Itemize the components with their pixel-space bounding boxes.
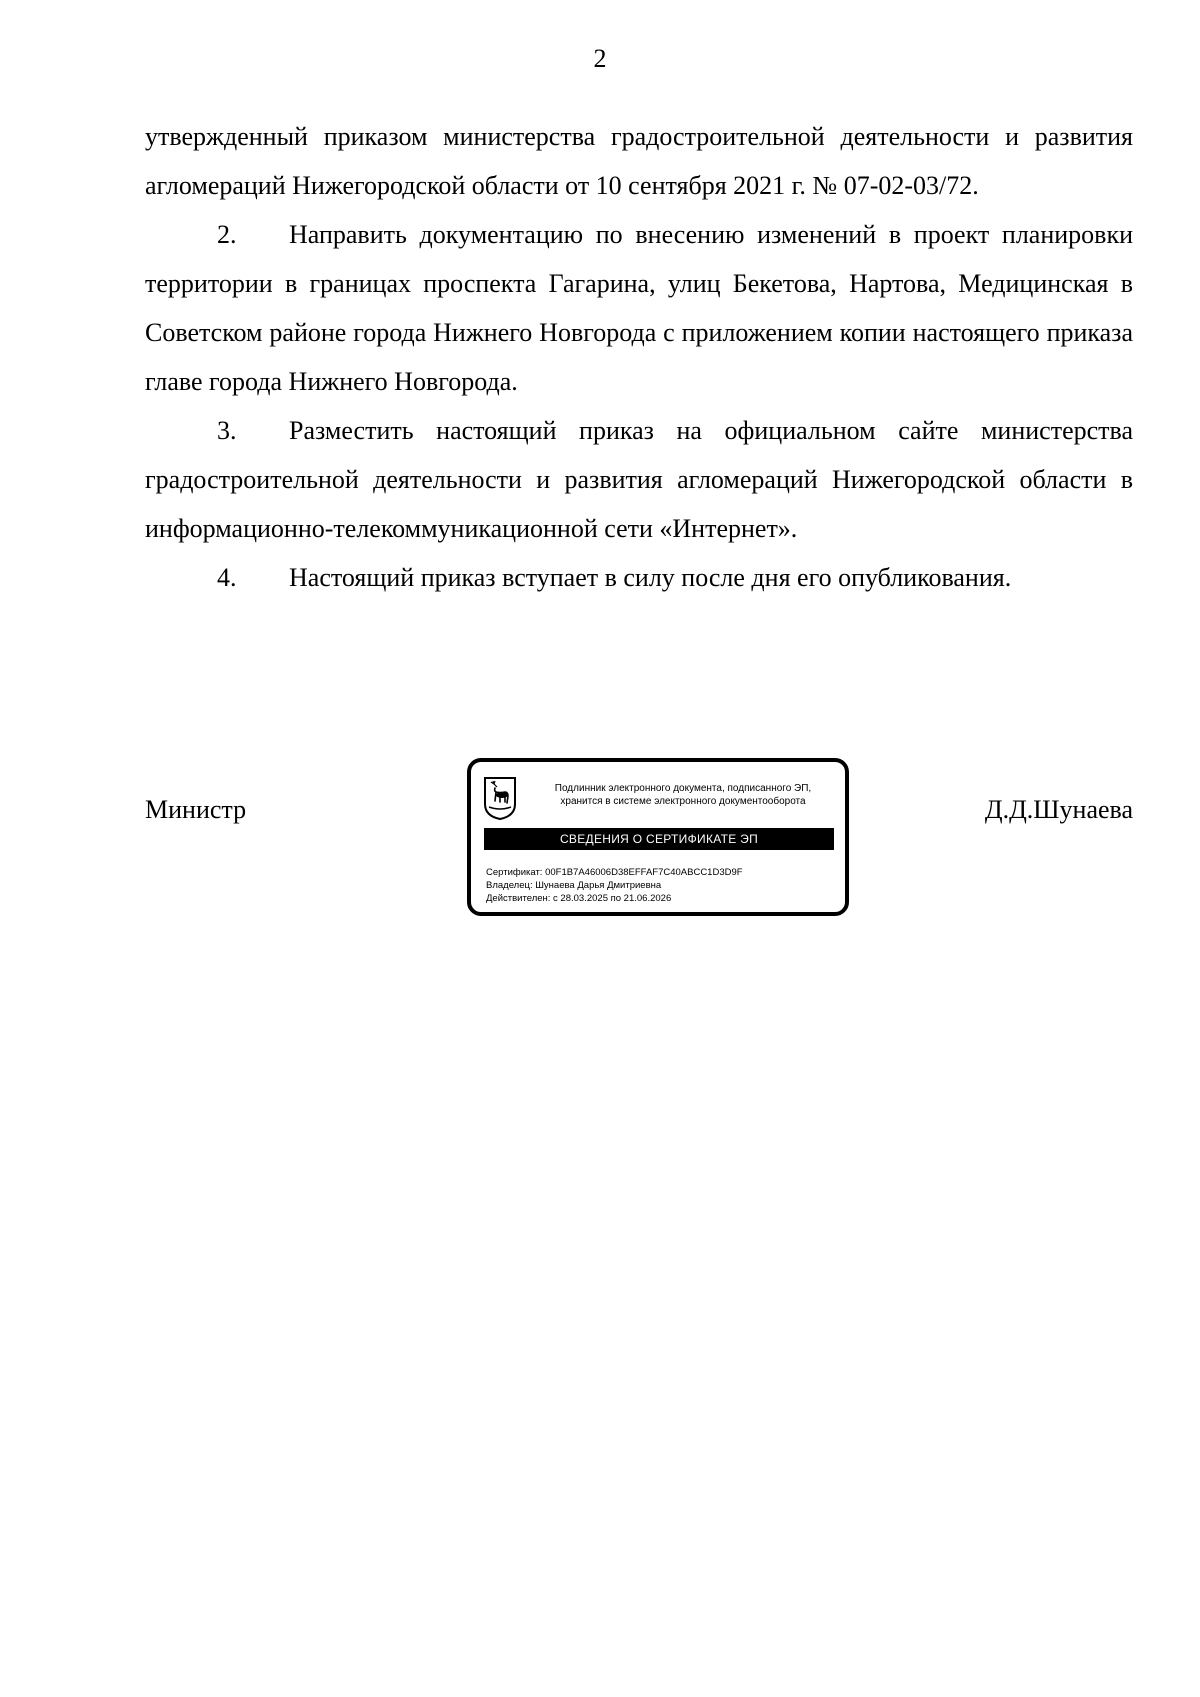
item-number: 3. xyxy=(217,416,237,445)
list-item xyxy=(145,210,1133,406)
signer-name: Д.Д.Шунаева xyxy=(984,795,1133,824)
certificate-number: Сертификат: 00F1B7A46006D38EFFAF7C40ABCC1D3D9F xyxy=(486,867,743,878)
item-text: Настоящий приказ вступает в силу после дня его опубликования. xyxy=(289,563,1012,592)
stamp-header: СВЕДЕНИЯ О СЕРТИФИКАТЕ ЭП xyxy=(484,828,834,850)
stamp-caption: Подлинник электронного документа, подписанного ЭП, хранится в системе электронного документооборота xyxy=(554,783,812,807)
signer-position: Министр xyxy=(145,795,247,824)
certificate-owner: Владелец: Шунаева Дарья Дмитриевна xyxy=(486,880,662,891)
intro-paragraph: утвержденный приказом министерства градостроительной деятельности и развития агломераций Нижегородской области от 10 сентября 2021 г. № 07-02-03/72. xyxy=(145,122,1133,200)
electronic-signature-stamp xyxy=(467,758,849,916)
certificate-validity: Действителен: с 28.03.2025 по 21.06.2026 xyxy=(486,893,672,904)
list-item xyxy=(145,406,1133,553)
item-text: Направить документацию по внесению изменений в проект планировки территории в границах проспекта Гагарина, улиц Бекетова, Нартова, Медицинская в Советском районе города Нижнего Новгорода с приложением копии настоящего приказа главе города Нижнего Новгорода. xyxy=(145,220,1133,396)
deer-emblem-icon xyxy=(483,776,517,820)
page-number: 2 xyxy=(593,44,607,73)
stamp-details xyxy=(486,866,836,905)
item-number: 4. xyxy=(217,563,237,592)
item-text: Разместить настоящий приказ на официальном сайте министерства градостроительной деятельности и развития агломераций Нижегородской области в информационно-телекоммуникационной сети «Интернет». xyxy=(145,416,1133,543)
item-number: 2. xyxy=(217,220,237,249)
document-body xyxy=(145,112,1133,602)
list-item xyxy=(145,553,1133,602)
